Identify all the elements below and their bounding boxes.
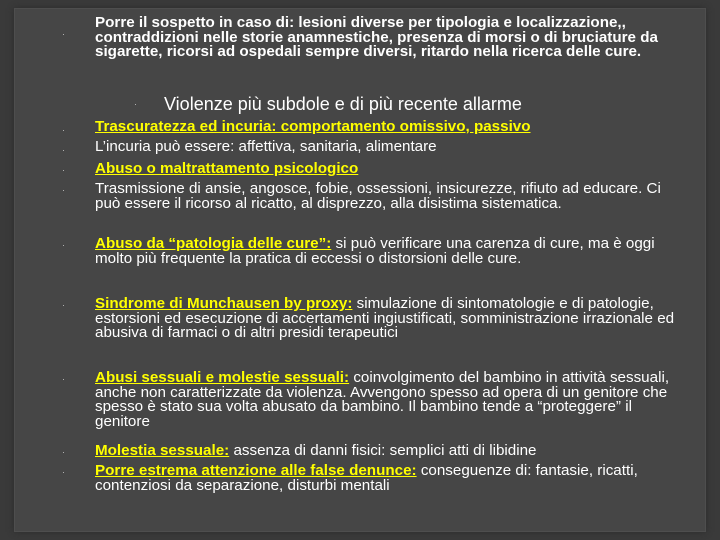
item-text: coinvolgimento del bambino in attività sessuali, anche non caratterizzate da violenza. Avvengono spesso ad opera di un genitore che spesso è stato sua volta abusato da bambino. Il bambino tende a “proteggere” il genitore bbox=[95, 369, 670, 430]
highlight-label: Trascuratezza ed incuria: comportamento omissivo, passivo bbox=[95, 118, 531, 135]
list-item-anxiety bbox=[95, 182, 680, 211]
bullet-icon: · bbox=[134, 99, 137, 109]
bullet-icon: · bbox=[62, 185, 65, 195]
item-text: si può verificare una carenza di cure, ma è oggi molto più frequente la pratica di eccessi o distorsioni delle cure. bbox=[95, 235, 655, 267]
item-text: simulazione di sintomatologie e di patologie, estorsioni ed esecuzione di accertamenti ingiustificati, somministrazione irrazionale ed abusiva di farmaci o di altri presidi terapeutici bbox=[95, 295, 675, 342]
item-text: conseguenze di: fantasie, ricatti, contenziosi da separazione, disturbi mentali bbox=[95, 462, 638, 494]
highlight-label: Porre estrema attenzione alle false denunce: bbox=[95, 462, 417, 479]
list-item-care-pathology bbox=[95, 237, 680, 266]
list-item-munchausen bbox=[95, 297, 680, 341]
highlight-label: Abuso da “patologia delle cure”: bbox=[95, 235, 332, 252]
bullet-icon: · bbox=[62, 447, 65, 457]
bullet-icon: · bbox=[62, 300, 65, 310]
bullet-icon: · bbox=[62, 374, 65, 384]
highlight-label: Abusi sessuali e molestie sessuali: bbox=[95, 369, 350, 386]
bullet-icon: · bbox=[62, 240, 65, 250]
bullet-icon: · bbox=[62, 165, 65, 175]
intro-paragraph bbox=[95, 16, 680, 60]
bullet-icon: · bbox=[62, 125, 65, 135]
list-item-neglect bbox=[95, 120, 680, 135]
list-item-incuria bbox=[95, 140, 680, 155]
bullet-icon: · bbox=[62, 467, 65, 477]
section-heading: Violenze più subdole e di più recente allarme bbox=[164, 94, 522, 114]
bullet-icon: · bbox=[62, 145, 65, 155]
list-item-false-reports bbox=[95, 464, 680, 493]
highlight-label: Abuso o maltrattamento psicologico bbox=[95, 160, 359, 177]
intro-text: Porre il sospetto in caso di: lesioni diverse per tipologia e localizzazione,, contraddizioni nelle storie anamnestiche, presenza di morsi o di bruciature da sigarette, ricorsi ad ospedali sempre diversi, ritardo nella ricerca delle cure. bbox=[95, 14, 658, 61]
highlight-label: Sindrome di Munchausen by proxy: bbox=[95, 295, 353, 312]
highlight-label: Molestia sessuale: bbox=[95, 442, 230, 459]
list-item-sexual-abuse bbox=[95, 371, 680, 429]
list-item-molestation bbox=[95, 444, 680, 459]
bullet-icon: · bbox=[62, 29, 65, 39]
item-text: assenza di danni fisici: semplici atti di libidine bbox=[229, 442, 537, 459]
list-item-psychological-abuse bbox=[95, 162, 680, 177]
item-text: L’incuria può essere: affettiva, sanitaria, alimentare bbox=[95, 138, 437, 155]
item-text: Trasmissione di ansie, angosce, fobie, ossessioni, insicurezze, rifiuto ad educare. Ci può essere il ricorso al ricatto, al disprezzo, alla disistima sistematica. bbox=[95, 180, 661, 212]
